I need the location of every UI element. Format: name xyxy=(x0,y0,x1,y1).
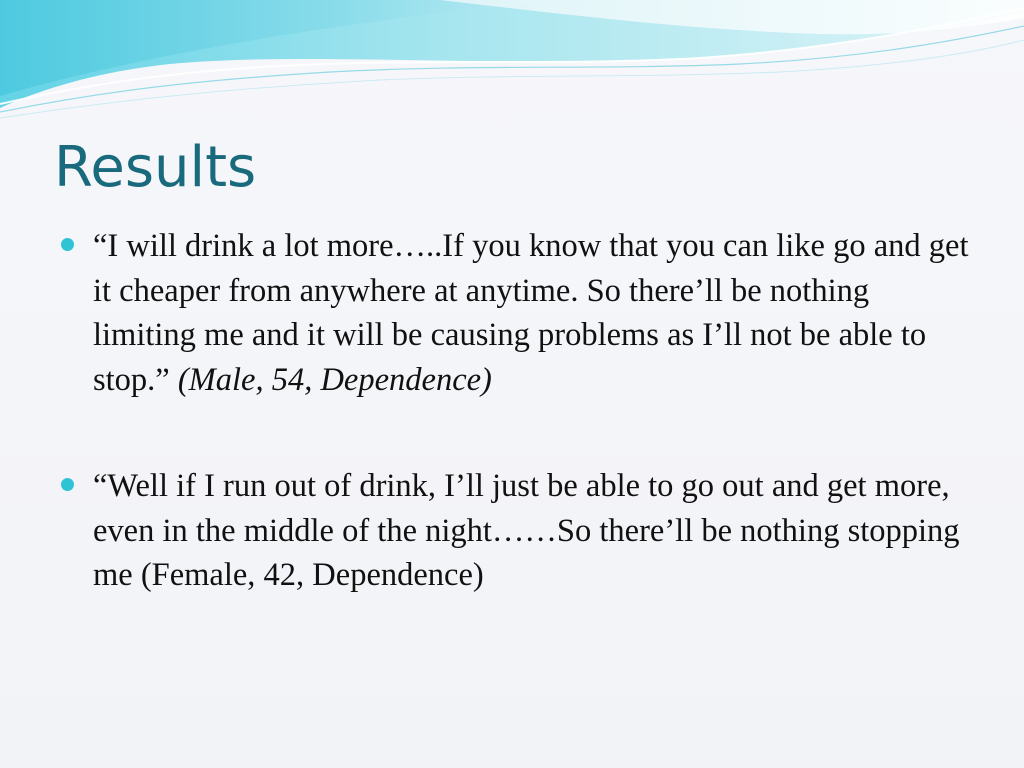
bullet-quote: “Well if I run out of drink, I’ll just be able to go out and get more, even in the middle of the night……So there’ll be nothing stopping me (Female, 42, Dependence) xyxy=(93,468,960,593)
slide-body xyxy=(60,224,975,598)
bullet-item xyxy=(60,464,975,598)
bullet-citation: (Male, 54, Dependence) xyxy=(177,361,492,398)
bullet-dot-icon xyxy=(61,238,74,251)
slide-title: Results xyxy=(54,135,257,200)
bullet-quote: “I will drink a lot more…..If you know that you can like go and get it cheaper from anywhere at anytime. So there’ll be nothing limiting me and it will be causing problems as I’ll not be able to stop.” xyxy=(93,228,969,398)
bullet-dot-icon xyxy=(61,478,74,491)
bullet-item xyxy=(60,224,975,402)
decorative-wave-header xyxy=(0,0,1024,130)
